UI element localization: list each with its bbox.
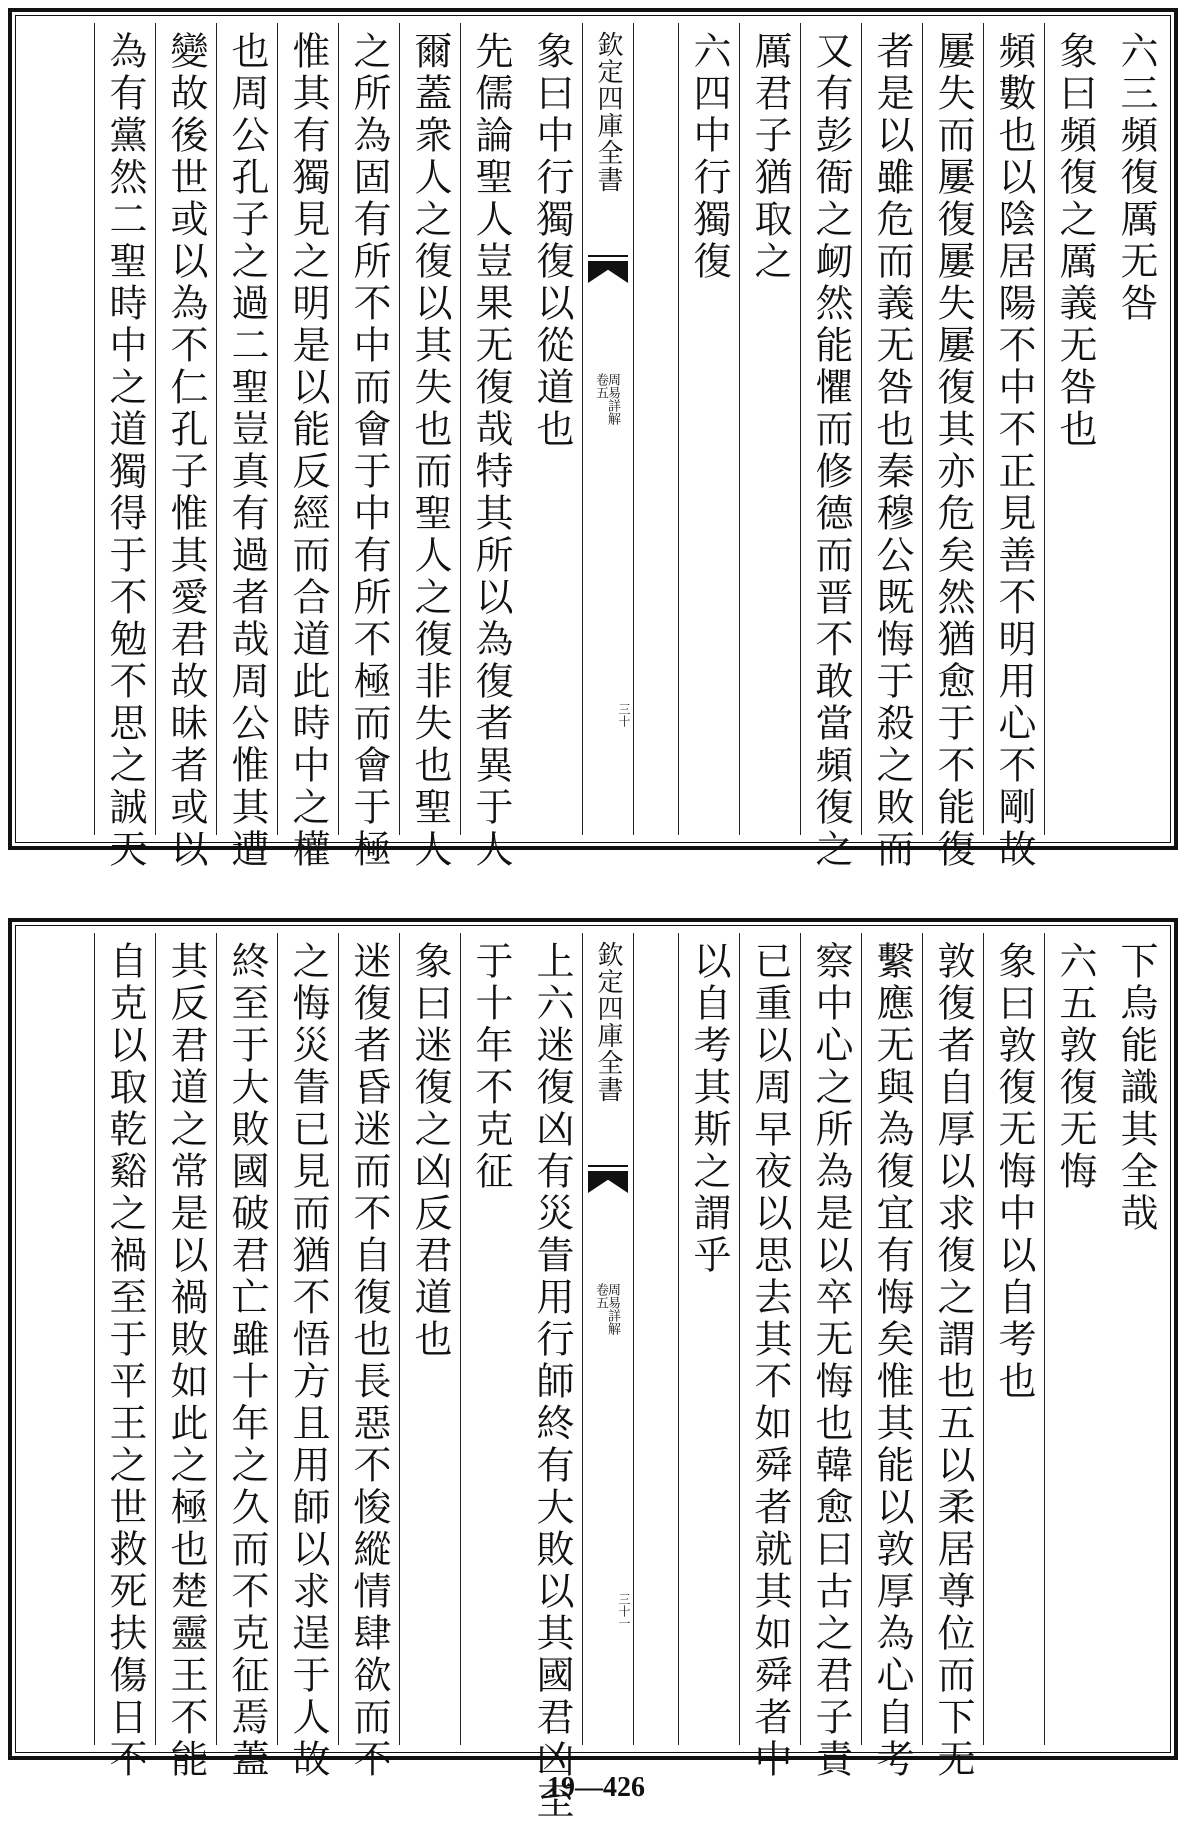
column-text: 象曰頻復之厲義无咎也 xyxy=(1053,31,1097,451)
text-column xyxy=(739,23,800,835)
column-text: 頻數也以陰居陽不中不正見善不明用心不剛故 xyxy=(992,31,1036,871)
column-text: 之所為固有所不中而會于中有所不極而會于極 xyxy=(347,31,391,871)
text-column xyxy=(800,933,861,1781)
column-text: 下烏能識其全哉 xyxy=(1114,941,1158,1235)
column-text: 六五敦復无悔 xyxy=(1053,941,1097,1193)
text-column xyxy=(338,23,399,871)
text-column xyxy=(460,933,521,1745)
center-margin xyxy=(582,23,634,835)
collection-title: 欽定四庫全書 xyxy=(593,31,623,193)
column-text: 繫應无與為復宜有悔矣惟其能以敦厚為心自考 xyxy=(870,941,914,1781)
text-column xyxy=(678,933,739,1745)
column-text: 敦復者自厚以求復之謂也五以柔居尊位而下无 xyxy=(931,941,975,1781)
column-text: 者是以雖危而義无咎也秦穆公既悔于殺之敗而 xyxy=(870,31,914,871)
volume-label: 卷五 xyxy=(593,373,608,399)
text-column xyxy=(983,933,1044,1745)
text-column xyxy=(861,23,922,871)
text-column xyxy=(521,23,582,835)
text-column xyxy=(399,23,460,871)
column-text: 屢失而屢復屢失屢復其亦危矣然猶愈于不能復 xyxy=(931,31,975,871)
collection-title: 欽定四庫全書 xyxy=(593,941,623,1103)
text-column xyxy=(739,933,800,1781)
page-number: 三十一 xyxy=(617,1593,631,1629)
text-column xyxy=(216,23,277,871)
text-column xyxy=(277,23,338,871)
column-text: 于十年不克征 xyxy=(469,941,513,1193)
text-column xyxy=(277,933,338,1781)
text-column xyxy=(800,23,861,871)
text-column xyxy=(861,933,922,1781)
column-text: 為有黨然二聖時中之道獨得于不勉不思之誠天 xyxy=(103,31,147,871)
column-text: 終至于大敗國破君亡雖十年之久而不克征焉蓋 xyxy=(225,941,269,1781)
column-text: 象曰敦復无悔中以自考也 xyxy=(992,941,1036,1403)
column-text: 之悔災眚已見而猶不悟方且用師以求逞于人故 xyxy=(286,941,330,1781)
text-column xyxy=(155,933,216,1781)
text-column xyxy=(922,23,983,871)
book-name: 周易詳解 xyxy=(605,1283,620,1335)
volume-label: 卷五 xyxy=(593,1283,608,1309)
text-column xyxy=(1105,23,1166,835)
text-column xyxy=(521,933,582,1823)
top-page xyxy=(8,8,1178,871)
text-column xyxy=(155,23,216,871)
column-text: 惟其有獨見之明是以能反經而合道此時中之權 xyxy=(286,31,330,871)
center-margin xyxy=(582,933,634,1745)
page-number: 三十 xyxy=(617,703,631,727)
text-column xyxy=(1044,23,1105,835)
inner-frame xyxy=(15,15,1171,871)
column-text: 其反君道之常是以禍敗如此之極也楚靈王不能 xyxy=(164,941,208,1781)
column-text: 也周公孔子之過二聖豈真有過者哉周公惟其遭 xyxy=(225,31,269,871)
column-text: 以自考其斯之謂乎 xyxy=(687,941,731,1277)
column-text: 象曰中行獨復以從道也 xyxy=(530,31,574,451)
text-column xyxy=(1105,933,1166,1745)
text-column xyxy=(399,933,460,1745)
column-text: 先儒論聖人豈果无復哉特其所以為復者異于人 xyxy=(469,31,513,871)
center-rule xyxy=(588,255,628,257)
text-column xyxy=(216,933,277,1781)
text-column xyxy=(338,933,399,1781)
column-text: 察中心之所為是以卒无悔也韓愈曰古之君子責 xyxy=(809,941,853,1781)
column-text: 自克以取乾谿之禍至于平王之世救死扶傷日不 xyxy=(103,941,147,1781)
text-column xyxy=(94,23,155,871)
column-text: 六三頻復厲无咎 xyxy=(1114,31,1158,325)
column-text: 又有彭衙之衂然能懼而修德而晋不敢當頻復之 xyxy=(809,31,853,871)
fishtail-mark xyxy=(588,261,628,283)
column-text: 變故後世或以為不仁孔子惟其愛君故昧者或以 xyxy=(164,31,208,871)
fishtail-mark xyxy=(588,1171,628,1193)
column-text: 六四中行獨復 xyxy=(687,31,731,283)
column-text: 迷復者昏迷而不自復也長惡不悛縱情肆欲而不 xyxy=(347,941,391,1781)
text-column xyxy=(460,23,521,871)
page-footer-number: 19—426 xyxy=(547,1772,645,1803)
column-text: 上六迷復凶有災眚用行師終有大敗以其國君凶至 xyxy=(530,941,574,1823)
column-text: 爾蓋衆人之復以其失也而聖人之復非失也聖人 xyxy=(408,31,452,871)
text-column xyxy=(94,933,155,1781)
column-text: 象曰迷復之凶反君道也 xyxy=(408,941,452,1361)
text-column xyxy=(1044,933,1105,1745)
text-column xyxy=(922,933,983,1781)
book-name: 周易詳解 xyxy=(605,373,620,425)
column-text: 已重以周早夜以思去其不如舜者就其如舜者中 xyxy=(748,941,792,1781)
text-column xyxy=(678,23,739,835)
column-text: 厲君子猶取之 xyxy=(748,31,792,283)
center-rule xyxy=(588,1165,628,1167)
text-column xyxy=(983,23,1044,871)
